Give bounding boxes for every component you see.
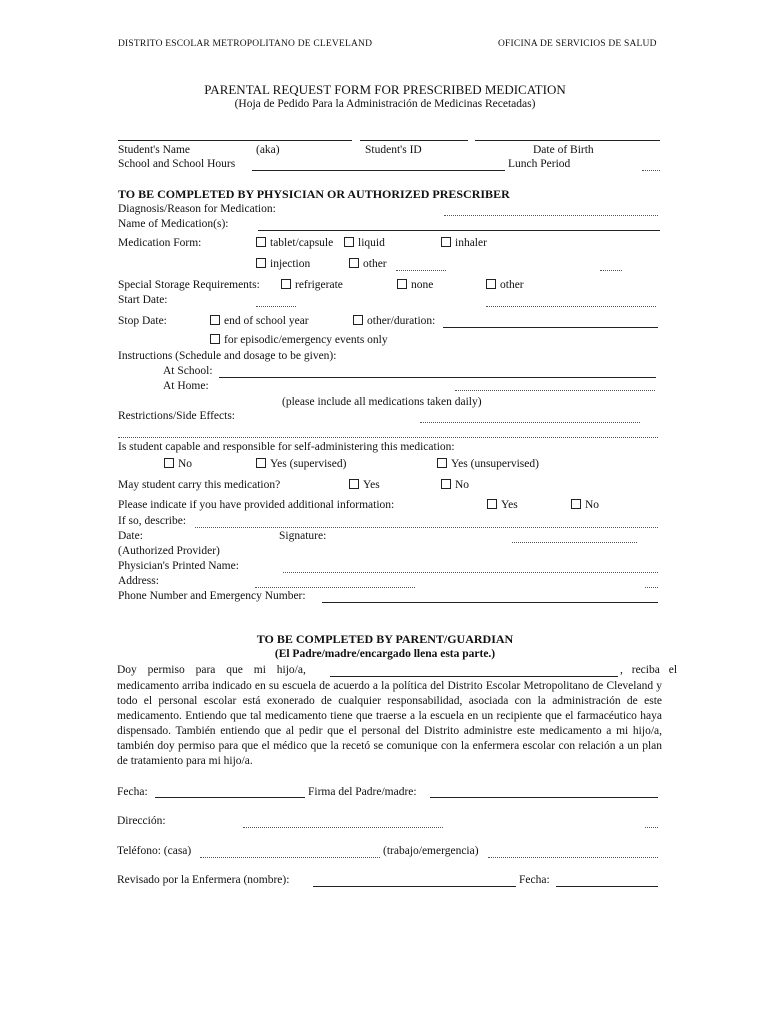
telefono-trabajo-label: (trabajo/emergencia) bbox=[383, 845, 479, 857]
school-hours-label: School and School Hours bbox=[118, 158, 236, 170]
address-label: Address: bbox=[118, 575, 159, 587]
aka-label: (aka) bbox=[256, 144, 280, 156]
form-other-line-2[interactable] bbox=[600, 270, 622, 271]
stop-other-line[interactable] bbox=[443, 327, 658, 328]
start-date-line-2[interactable] bbox=[486, 306, 656, 307]
stop-other-option[interactable]: other/duration: bbox=[353, 315, 435, 328]
medication-name-label: Name of Medication(s): bbox=[118, 218, 229, 230]
additional-no-option[interactable]: No bbox=[571, 499, 599, 512]
physician-section-heading: TO BE COMPLETED BY PHYSICIAN OR AUTHORIZED PRESCRIBER bbox=[118, 187, 510, 201]
signature-line[interactable] bbox=[512, 542, 637, 543]
child-name-line[interactable] bbox=[330, 676, 618, 677]
address-line[interactable] bbox=[255, 587, 415, 588]
provider-signature-label: Signature: bbox=[279, 530, 327, 542]
student-name-label: Student's Name bbox=[118, 144, 191, 156]
storage-refrigerate-option[interactable]: refrigerate bbox=[281, 279, 343, 292]
fecha-enfermera-label: Fecha: bbox=[519, 874, 550, 886]
tablet-checkbox[interactable] bbox=[256, 237, 266, 247]
lunch-period-label: Lunch Period bbox=[508, 158, 571, 170]
form-inhaler-option[interactable]: inhaler bbox=[441, 237, 487, 250]
student-id-label: Student's ID bbox=[365, 144, 422, 156]
storage-none-option[interactable]: none bbox=[397, 279, 433, 292]
form-injection-option[interactable]: injection bbox=[256, 258, 310, 271]
printed-name-label: Physician's Printed Name: bbox=[118, 560, 239, 572]
address-line-2[interactable] bbox=[645, 587, 658, 588]
self-admin-label: Is student capable and responsible for self-administering this medication: bbox=[118, 441, 455, 453]
fecha-label: Fecha: bbox=[117, 786, 148, 798]
authorized-provider-label: (Authorized Provider) bbox=[118, 545, 220, 557]
parent-section-heading: TO BE COMPLETED BY PARENT/GUARDIAN bbox=[256, 632, 514, 646]
fecha-line[interactable] bbox=[155, 797, 305, 798]
inhaler-checkbox[interactable] bbox=[441, 237, 451, 247]
stop-date-label: Stop Date: bbox=[118, 315, 167, 327]
at-home-label: At Home: bbox=[163, 380, 209, 392]
describe-label: If so, describe: bbox=[118, 515, 187, 527]
at-home-line[interactable] bbox=[455, 390, 655, 391]
parent-section-subheading: (El Padre/madre/encargado llena esta parte.) bbox=[274, 648, 496, 660]
form-other-option[interactable]: other bbox=[349, 258, 387, 271]
permission-paragraph: medicamento arriba indicado en su escuela de acuerdo a la política del Distrito Escolar Metropolitano de Cleveland y todo el personal escolar está exonerado de cualquier responsabilidad, asociada con la administración de este medicamento. Entiendo que tal medicamento tiene que traerse a la escuela en un recipiente que el farmacéutico haya dispensado. También entiendo que al pedir que el personal del Distrito administre este medicamento a mi hijo/a, también doy permiso para que el médico que la recetó se comunique con la enfermera escolar con relación a un plan de tratamiento para mi hijo/a. bbox=[117, 680, 662, 767]
start-date-line[interactable] bbox=[256, 306, 296, 307]
revisado-line[interactable] bbox=[313, 886, 516, 887]
additional-yes-checkbox[interactable] bbox=[487, 499, 497, 509]
diagnosis-line[interactable] bbox=[444, 215, 658, 216]
district-header: DISTRITO ESCOLAR METROPOLITANO DE CLEVELAND bbox=[118, 39, 373, 49]
self-admin-no-option[interactable]: No bbox=[164, 458, 192, 471]
dob-label: Date of Birth bbox=[533, 144, 594, 156]
carry-yes-option[interactable]: Yes bbox=[349, 479, 380, 492]
fecha-enfermera-line[interactable] bbox=[556, 886, 658, 887]
medication-form-label: Medication Form: bbox=[118, 237, 202, 249]
storage-other-checkbox[interactable] bbox=[486, 279, 496, 289]
describe-line[interactable] bbox=[195, 527, 658, 528]
direccion-line[interactable] bbox=[243, 827, 443, 828]
storage-none-checkbox[interactable] bbox=[397, 279, 407, 289]
additional-info-label: Please indicate if you have provided additional information: bbox=[118, 499, 395, 511]
medication-name-line[interactable] bbox=[258, 230, 660, 231]
carry-yes-checkbox[interactable] bbox=[349, 479, 359, 489]
direccion-label: Dirección: bbox=[117, 815, 166, 827]
stop-episodic-option[interactable]: for episodic/emergency events only bbox=[210, 334, 388, 347]
carry-label: May student carry this medication? bbox=[118, 479, 281, 491]
additional-no-checkbox[interactable] bbox=[571, 499, 581, 509]
revisado-label: Revisado por la Enfermera (nombre): bbox=[117, 874, 290, 886]
instructions-label: Instructions (Schedule and dosage to be given): bbox=[118, 350, 337, 362]
direccion-line-2[interactable] bbox=[645, 827, 658, 828]
telefono-casa-line[interactable] bbox=[200, 857, 380, 858]
student-name-line[interactable] bbox=[118, 140, 352, 141]
form-tablet-option[interactable]: tablet/capsule bbox=[256, 237, 333, 250]
self-admin-no-checkbox[interactable] bbox=[164, 458, 174, 468]
school-hours-line[interactable] bbox=[252, 170, 505, 171]
storage-other-option[interactable]: other bbox=[486, 279, 524, 292]
carry-no-option[interactable]: No bbox=[441, 479, 469, 492]
end-year-checkbox[interactable] bbox=[210, 315, 220, 325]
stop-end-year-option[interactable]: end of school year bbox=[210, 315, 309, 328]
liquid-checkbox[interactable] bbox=[344, 237, 354, 247]
self-admin-supervised-option[interactable]: Yes (supervised) bbox=[256, 458, 346, 471]
storage-label: Special Storage Requirements: bbox=[118, 279, 260, 291]
form-subtitle: (Hoja de Pedido Para la Administración de Medicinas Recetadas) bbox=[234, 98, 536, 110]
phone-label: Phone Number and Emergency Number: bbox=[118, 590, 306, 602]
at-school-line[interactable] bbox=[219, 377, 656, 378]
firma-line[interactable] bbox=[430, 797, 658, 798]
firma-label: Firma del Padre/madre: bbox=[308, 786, 417, 798]
permission-line-start: Doy permiso para que mi hijo/a, bbox=[117, 664, 306, 676]
restrictions-label: Restrictions/Side Effects: bbox=[118, 410, 236, 422]
stop-other-checkbox[interactable] bbox=[353, 315, 363, 325]
form-other-line[interactable] bbox=[396, 270, 446, 271]
restrictions-line-2[interactable] bbox=[118, 437, 658, 438]
diagnosis-label: Diagnosis/Reason for Medication: bbox=[118, 203, 276, 215]
form-other-checkbox[interactable] bbox=[349, 258, 359, 268]
restrictions-line[interactable] bbox=[420, 422, 640, 423]
dob-line[interactable] bbox=[475, 140, 660, 141]
telefono-casa-label: Teléfono: (casa) bbox=[117, 845, 192, 857]
self-admin-unsupervised-option[interactable]: Yes (unsupervised) bbox=[437, 458, 539, 471]
permission-line-end: , reciba el bbox=[620, 664, 678, 676]
student-id-line[interactable] bbox=[360, 140, 468, 141]
telefono-trabajo-line[interactable] bbox=[488, 857, 658, 858]
lunch-period-line[interactable] bbox=[642, 170, 660, 171]
form-title: PARENTAL REQUEST FORM FOR PRESCRIBED MEDICATION bbox=[204, 82, 566, 97]
at-school-label: At School: bbox=[163, 365, 213, 377]
provider-date-label: Date: bbox=[118, 530, 143, 542]
start-date-label: Start Date: bbox=[118, 294, 168, 306]
form-liquid-option[interactable]: liquid bbox=[344, 237, 385, 250]
episodic-checkbox[interactable] bbox=[210, 334, 220, 344]
additional-yes-option[interactable]: Yes bbox=[487, 499, 518, 512]
carry-no-checkbox[interactable] bbox=[441, 479, 451, 489]
refrigerate-checkbox[interactable] bbox=[281, 279, 291, 289]
office-header: OFICINA DE SERVICIOS DE SALUD bbox=[498, 39, 657, 49]
unsupervised-checkbox[interactable] bbox=[437, 458, 447, 468]
phone-line[interactable] bbox=[322, 602, 658, 603]
printed-name-line[interactable] bbox=[283, 572, 658, 573]
injection-checkbox[interactable] bbox=[256, 258, 266, 268]
include-note: (please include all medications taken daily) bbox=[282, 396, 482, 408]
supervised-checkbox[interactable] bbox=[256, 458, 266, 468]
